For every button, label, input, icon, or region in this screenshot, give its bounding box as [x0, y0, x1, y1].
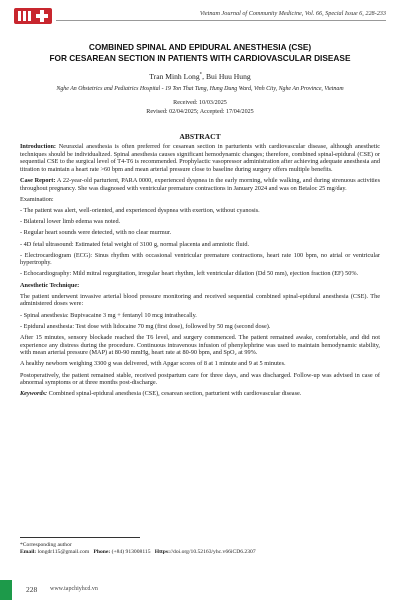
corresponding-mark: * — [199, 72, 203, 78]
author-list — [20, 72, 380, 81]
article-dates — [20, 99, 380, 116]
intro-text: Neuraxial anesthesia is often preferred for cesarean section in parturients with cardiovascular disease, although anesthetic techniques should be individualized. Spinal anesthesia causes significant hemodynamic changes; therefore, combined spinal-epidural (CSE) or sequential CSE to the surgical level of T4-T6 is recommended. Prophylactic vasopressor administration after achieving adequate anesthesia and titration to maintain a heart rate >60 bpm and mean arterial pressure close to baseline during surgery offers multiple benefits. — [20, 143, 380, 173]
intro-label: Introduction: — [20, 143, 57, 150]
keywords-text: Combined spinal-epidural anesthesia (CSE), cesarean section, parturient with cardiovascular disease. — [47, 390, 302, 398]
doi-link[interactable]: //doi.org/10.52163/yhc.v66iCD6.2307 — [169, 549, 256, 555]
email-label: Email: — [20, 549, 37, 555]
exam-item: - Regular heart sounds were detected, with no clear murmur. — [20, 229, 172, 237]
header-rule — [56, 20, 386, 21]
exam-item: - Echocardiography: Mild mitral regurgitation, irregular heart rhythm, left ventricular dilation (Dd 50 mm), ejection fraction (EF) 50%. — [20, 270, 359, 278]
exam-item: - 4D fetal ultrasound: Estimated fetal weight of 3100 g, normal placenta and amniotic fluid. — [20, 240, 250, 248]
technique-paragraph: The patient underwent invasive arterial blood pressure monitoring and received sequential combined spinal-epidural anesthesia (CSE). The administered doses were: — [20, 292, 380, 308]
technique-heading — [20, 282, 380, 290]
case-label: Case Report: — [20, 176, 56, 184]
abstract-heading: ABSTRACT — [179, 132, 221, 141]
corresponding-author-note: *Corresponding author — [20, 542, 72, 548]
exam-item: - The patient was alert, well-oriented, and experienced dyspnea with exertion, without cyanosis. — [20, 206, 260, 214]
revised-accepted-date: Revised: 02/04/2025; Accepted: 17/04/2025 — [146, 108, 254, 115]
abstract-body — [20, 143, 380, 402]
page-header — [14, 8, 386, 28]
keywords-label: Keywords: — [20, 390, 48, 398]
newborn-paragraph: A healthy newborn weighing 3300 g was delivered, with Apgar scores of 8 at 1 minute and 9 at 5 minutes. — [20, 360, 286, 368]
dose-item: - Spinal anesthesia: Bupivacaine 3 mg + fentanyl 10 mcg intrathecally. — [20, 311, 197, 319]
footer-accent-bar — [0, 580, 12, 600]
footnote — [20, 542, 380, 556]
keywords-paragraph — [20, 390, 380, 398]
postop-paragraph: Postoperatively, the patient remained stable, received postpartum care for three days, and was discharged. Follow-up was advised in case of abnormal symptoms or at three months post-discharge. — [20, 371, 380, 387]
intro-paragraph — [20, 143, 380, 173]
footnote-rule — [20, 537, 140, 538]
after-paragraph: After 15 minutes, sensory blockade reached the T6 level, and surgery commenced. The patient remained awake, comfortable, and did not experience any distress during the procedure. Continuous intravenous infusion of phenylephrine was used to maintain hemodynamic stability, with mean arterial pressure (MAP) at 80-90 mmHg, heart rate at 80-90 bpm, and SpO₂ at 99%. — [20, 334, 380, 357]
journal-citation: Vietnam Journal of Community Medicine, Vol. 66, Special Issue 6, 228-233 — [199, 10, 386, 17]
page-footer — [0, 580, 400, 600]
phone-number: (+84) 913008115 — [110, 549, 151, 555]
author-2: , Bui Huu Hung — [202, 72, 251, 81]
journal-logo-icon — [14, 8, 52, 24]
exam-item: - Bilateral lower limb edema was noted. — [20, 218, 121, 226]
title-line-1: COMBINED SPINAL AND EPIDURAL ANESTHESIA (CSE) — [88, 42, 312, 52]
author-1: Tran Minh Long — [149, 72, 200, 81]
contact-line — [20, 549, 380, 556]
exam-heading: Examination: — [20, 195, 54, 203]
technique-label: Anesthetic Technique: — [20, 281, 80, 289]
case-paragraph — [20, 177, 380, 192]
article-title — [20, 42, 380, 64]
case-text: A 22-year-old parturient, PARA 0000, experienced dyspnea in the early morning, while walking, and during strenuous activities throughout pregnancy. She was diagnosed with ventricular premature contractions in January 2024 and was on Betaloc 25 mg/day. — [20, 176, 380, 192]
email-link[interactable]: longdr115@gmail.com — [36, 549, 90, 555]
received-date: Received: 10/03/2025 — [173, 100, 227, 106]
phone-label: Phone: — [93, 549, 111, 555]
dose-item: - Epidural anesthesia: Test dose with lidocaine 70 mg (first dose), followed by 50 mg (second dose). — [20, 322, 271, 330]
doi-label: Https: — [154, 549, 170, 555]
title-line-2: FOR CESAREAN SECTION IN PATIENTS WITH CARDIOVASCULAR DISEASE — [49, 53, 351, 63]
affiliation: Nghe An Obstetrics and Pediatrics Hospital - 19 Ton That Tung, Hung Dung Ward, Vinh City, Nghe An Province, Vietnam — [56, 86, 344, 92]
page-number: 228 — [26, 585, 38, 594]
exam-item: - Electrocardiogram (ECG): Sinus rhythm with occasional ventricular premature contractions, heart rate 100 bpm, no atrial or ventricular hypertrophy. — [20, 251, 380, 267]
journal-website[interactable]: www.tapchiyhcd.vn — [50, 586, 98, 592]
